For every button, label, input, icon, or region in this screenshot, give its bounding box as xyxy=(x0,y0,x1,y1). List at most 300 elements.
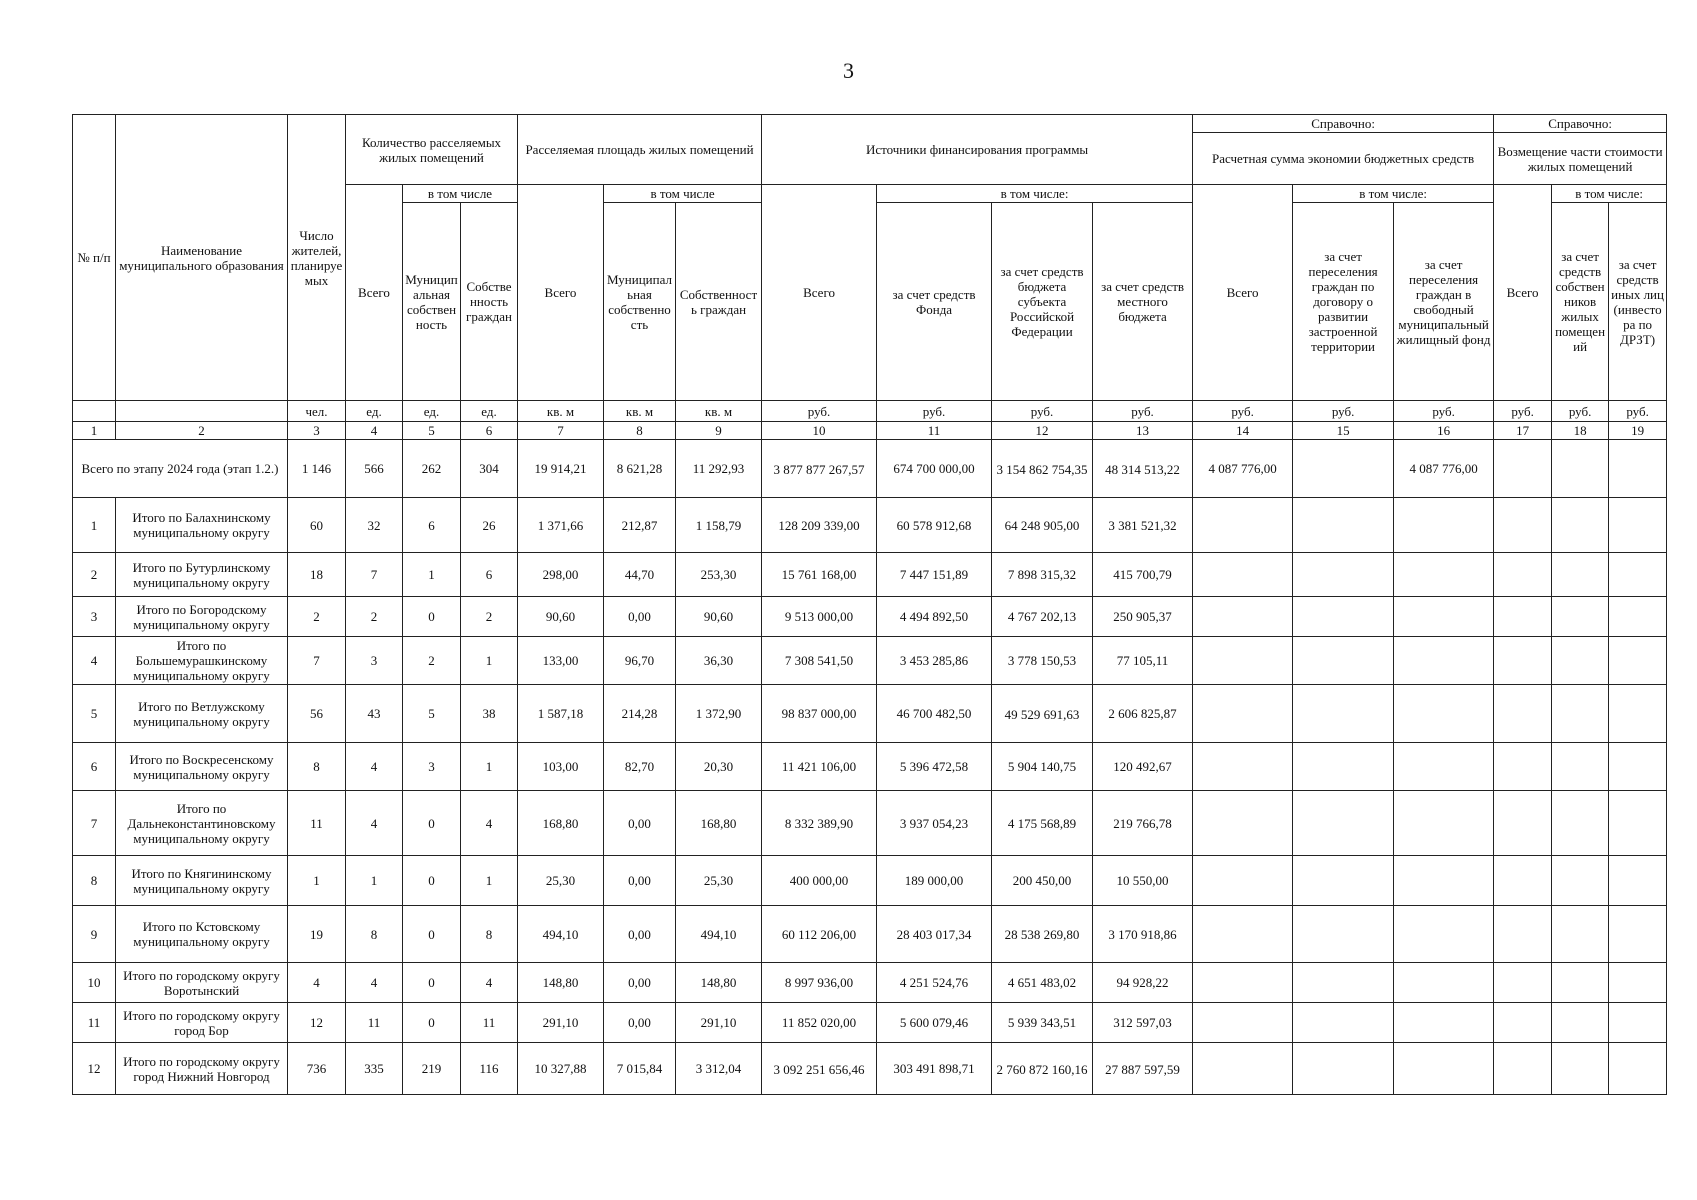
row-cell: 494,10 xyxy=(676,906,762,963)
row-cell: 214,28 xyxy=(604,685,676,743)
empty-cell xyxy=(1552,597,1609,637)
header-comp-total: Всего xyxy=(1494,185,1552,401)
row-num: 5 xyxy=(73,685,116,743)
header-resettle-dev: за счет переселения граждан по договору о развитии застроенной территории xyxy=(1293,203,1394,401)
row-cell: 291,10 xyxy=(676,1003,762,1043)
row-cell: 312 597,03 xyxy=(1093,1003,1193,1043)
row-cell: 15 761 168,00 xyxy=(762,553,877,597)
table-row xyxy=(73,1043,1667,1095)
empty-cell xyxy=(1193,963,1293,1003)
empty-cell xyxy=(1394,743,1494,791)
row-cell: 736 xyxy=(288,1043,346,1095)
empty-cell xyxy=(1394,791,1494,856)
resettlement-table xyxy=(72,114,1667,1095)
col-number: 14 xyxy=(1193,422,1293,440)
header-resettle-free: за счет переселения граждан в свободный муниципальный жилищный фонд xyxy=(1394,203,1494,401)
empty-cell xyxy=(1552,963,1609,1003)
empty-cell xyxy=(1609,906,1667,963)
row-cell: 1 158,79 xyxy=(676,498,762,553)
row-cell: 3 453 285,86 xyxy=(877,637,992,685)
row-cell: 8 xyxy=(288,743,346,791)
row-cell: 0 xyxy=(403,856,461,906)
row-cell: 219 xyxy=(403,1043,461,1095)
row-cell: 253,30 xyxy=(676,553,762,597)
row-cell: 200 450,00 xyxy=(992,856,1093,906)
total-cell xyxy=(1494,440,1552,498)
empty-cell xyxy=(1394,1043,1494,1095)
empty-cell xyxy=(1494,906,1552,963)
row-cell: 11 xyxy=(461,1003,518,1043)
row-cell: 303 491 898,71 xyxy=(877,1043,992,1095)
col-number: 6 xyxy=(461,422,518,440)
empty-cell xyxy=(1609,856,1667,906)
total-cell xyxy=(1609,440,1667,498)
row-cell: 8 332 389,90 xyxy=(762,791,877,856)
row-cell: 0 xyxy=(403,1003,461,1043)
row-cell: 2 760 872 160,16 xyxy=(992,1043,1093,1095)
empty-cell xyxy=(1609,553,1667,597)
empty-cell xyxy=(1552,906,1609,963)
row-cell: 0 xyxy=(403,963,461,1003)
row-cell: 3 312,04 xyxy=(676,1043,762,1095)
header-subject-budget: за счет средств бюджета субъекта Российской Федерации xyxy=(992,203,1093,401)
col-number: 5 xyxy=(403,422,461,440)
empty-cell xyxy=(1552,1043,1609,1095)
header-count-incl: в том числе xyxy=(403,185,518,203)
col-number: 13 xyxy=(1093,422,1193,440)
row-cell: 10 327,88 xyxy=(518,1043,604,1095)
header-ref-savings: Справочно: xyxy=(1193,115,1494,133)
row-cell: 212,87 xyxy=(604,498,676,553)
row-name: Итого по Воскресенскому муниципальному округу xyxy=(116,743,288,791)
row-cell: 3 xyxy=(403,743,461,791)
empty-cell xyxy=(1609,597,1667,637)
table-row xyxy=(73,743,1667,791)
row-cell: 28 538 269,80 xyxy=(992,906,1093,963)
row-cell: 7 xyxy=(346,553,403,597)
table-row xyxy=(73,685,1667,743)
empty-cell xyxy=(1552,553,1609,597)
total-cell: 304 xyxy=(461,440,518,498)
row-cell: 60 578 912,68 xyxy=(877,498,992,553)
row-cell: 2 xyxy=(288,597,346,637)
total-cell: 262 xyxy=(403,440,461,498)
empty-cell xyxy=(1394,856,1494,906)
row-name: Итого по Бутурлинскому муниципальному округу xyxy=(116,553,288,597)
row-num: 11 xyxy=(73,1003,116,1043)
row-num: 1 xyxy=(73,498,116,553)
row-name: Итого по городскому округу город Нижний Новгород xyxy=(116,1043,288,1095)
row-cell: 94 928,22 xyxy=(1093,963,1193,1003)
row-cell: 4 767 202,13 xyxy=(992,597,1093,637)
row-cell: 38 xyxy=(461,685,518,743)
row-cell: 56 xyxy=(288,685,346,743)
row-cell: 4 xyxy=(346,963,403,1003)
empty-cell xyxy=(1193,597,1293,637)
empty-cell xyxy=(1293,856,1394,906)
row-num: 7 xyxy=(73,791,116,856)
col-number: 19 xyxy=(1609,422,1667,440)
row-cell: 27 887 597,59 xyxy=(1093,1043,1193,1095)
col-number: 2 xyxy=(116,422,288,440)
unit-cell: кв. м xyxy=(518,401,604,422)
unit-cell: руб. xyxy=(1494,401,1552,422)
table-row xyxy=(73,1003,1667,1043)
row-cell: 1 xyxy=(461,743,518,791)
units-empty-2 xyxy=(116,401,288,422)
empty-cell xyxy=(1494,1043,1552,1095)
empty-cell xyxy=(1394,1003,1494,1043)
col-number: 16 xyxy=(1394,422,1494,440)
row-cell: 116 xyxy=(461,1043,518,1095)
header-savings-incl: в том числе: xyxy=(1293,185,1494,203)
row-cell: 4 xyxy=(346,743,403,791)
row-cell: 11 xyxy=(288,791,346,856)
total-cell: 8 621,28 xyxy=(604,440,676,498)
col-number: 1 xyxy=(73,422,116,440)
header-count-municipal: Муниципальная собственность xyxy=(403,203,461,401)
row-cell: 3 xyxy=(346,637,403,685)
row-cell: 133,00 xyxy=(518,637,604,685)
col-number: 12 xyxy=(992,422,1093,440)
row-cell: 7 015,84 xyxy=(604,1043,676,1095)
header-sources-group: Источники финансирования программы xyxy=(762,115,1193,185)
row-num: 4 xyxy=(73,637,116,685)
total-cell: 674 700 000,00 xyxy=(877,440,992,498)
empty-cell xyxy=(1609,498,1667,553)
empty-cell xyxy=(1552,856,1609,906)
row-cell: 3 937 054,23 xyxy=(877,791,992,856)
row-cell: 60 112 206,00 xyxy=(762,906,877,963)
empty-cell xyxy=(1609,685,1667,743)
units-empty-1 xyxy=(73,401,116,422)
table-row xyxy=(73,963,1667,1003)
row-cell: 298,00 xyxy=(518,553,604,597)
row-cell: 5 396 472,58 xyxy=(877,743,992,791)
row-cell: 189 000,00 xyxy=(877,856,992,906)
empty-cell xyxy=(1494,553,1552,597)
empty-cell xyxy=(1193,906,1293,963)
unit-cell: руб. xyxy=(1293,401,1394,422)
header-count-group: Количество расселяемых жилых помещений xyxy=(346,115,518,185)
row-cell: 4 xyxy=(288,963,346,1003)
row-cell: 0 xyxy=(403,906,461,963)
empty-cell xyxy=(1494,637,1552,685)
row-cell: 335 xyxy=(346,1043,403,1095)
empty-cell xyxy=(1552,791,1609,856)
row-cell: 1 xyxy=(461,856,518,906)
empty-cell xyxy=(1394,963,1494,1003)
row-cell: 44,70 xyxy=(604,553,676,597)
empty-cell xyxy=(1193,498,1293,553)
unit-cell: руб. xyxy=(1552,401,1609,422)
row-cell: 28 403 017,34 xyxy=(877,906,992,963)
row-cell: 19 xyxy=(288,906,346,963)
empty-cell xyxy=(1394,685,1494,743)
table-row xyxy=(73,906,1667,963)
empty-cell xyxy=(1552,1003,1609,1043)
row-name: Итого по Большемурашкинскому муниципальному округу xyxy=(116,637,288,685)
col-number: 8 xyxy=(604,422,676,440)
empty-cell xyxy=(1609,791,1667,856)
row-name: Итого по Богородскому муниципальному округу xyxy=(116,597,288,637)
empty-cell xyxy=(1394,906,1494,963)
row-cell: 3 092 251 656,46 xyxy=(762,1043,877,1095)
unit-cell: ед. xyxy=(346,401,403,422)
row-cell: 6 xyxy=(461,553,518,597)
empty-cell xyxy=(1552,685,1609,743)
row-cell: 9 513 000,00 xyxy=(762,597,877,637)
table-row xyxy=(73,498,1667,553)
empty-cell xyxy=(1293,597,1394,637)
col-number: 9 xyxy=(676,422,762,440)
empty-cell xyxy=(1609,963,1667,1003)
row-cell: 3 170 918,86 xyxy=(1093,906,1193,963)
header-others: за счет средств иных лиц (инвестора по ДРЗТ) xyxy=(1609,203,1667,401)
total-cell: 19 914,21 xyxy=(518,440,604,498)
unit-cell: ед. xyxy=(403,401,461,422)
row-cell: 120 492,67 xyxy=(1093,743,1193,791)
row-cell: 4 175 568,89 xyxy=(992,791,1093,856)
header-fund: за счет средств Фонда xyxy=(877,203,992,401)
empty-cell xyxy=(1552,637,1609,685)
empty-cell xyxy=(1193,685,1293,743)
row-num: 2 xyxy=(73,553,116,597)
col-number: 18 xyxy=(1552,422,1609,440)
header-savings-total: Всего xyxy=(1193,185,1293,401)
row-cell: 3 381 521,32 xyxy=(1093,498,1193,553)
header-savings-group: Расчетная сумма экономии бюджетных средств xyxy=(1193,133,1494,185)
row-cell: 32 xyxy=(346,498,403,553)
row-cell: 36,30 xyxy=(676,637,762,685)
row-name: Итого по Кстовскому муниципальному округу xyxy=(116,906,288,963)
header-name: Наименование муниципального образования xyxy=(116,115,288,401)
row-cell: 0 xyxy=(403,597,461,637)
row-cell: 11 421 106,00 xyxy=(762,743,877,791)
empty-cell xyxy=(1552,498,1609,553)
row-cell: 0,00 xyxy=(604,791,676,856)
row-num: 6 xyxy=(73,743,116,791)
empty-cell xyxy=(1394,597,1494,637)
header-local-budget: за счет средств местного бюджета xyxy=(1093,203,1193,401)
row-cell: 1 xyxy=(288,856,346,906)
row-cell: 291,10 xyxy=(518,1003,604,1043)
row-cell: 25,30 xyxy=(676,856,762,906)
col-number: 17 xyxy=(1494,422,1552,440)
total-cell: 3 877 877 267,57 xyxy=(762,440,877,498)
table-row xyxy=(73,597,1667,637)
row-cell: 64 248 905,00 xyxy=(992,498,1093,553)
row-num: 3 xyxy=(73,597,116,637)
empty-cell xyxy=(1193,856,1293,906)
header-owners: за счет средств собственников жилых помещений xyxy=(1552,203,1609,401)
row-cell: 0,00 xyxy=(604,1003,676,1043)
unit-cell: ед. xyxy=(461,401,518,422)
col-number: 3 xyxy=(288,422,346,440)
row-cell: 250 905,37 xyxy=(1093,597,1193,637)
header-sources-incl: в том числе: xyxy=(877,185,1193,203)
row-cell: 128 209 339,00 xyxy=(762,498,877,553)
empty-cell xyxy=(1394,498,1494,553)
row-cell: 3 778 150,53 xyxy=(992,637,1093,685)
row-cell: 4 251 524,76 xyxy=(877,963,992,1003)
row-cell: 6 xyxy=(403,498,461,553)
row-cell: 26 xyxy=(461,498,518,553)
empty-cell xyxy=(1293,791,1394,856)
header-count-citizens: Собственность граждан xyxy=(461,203,518,401)
col-number: 15 xyxy=(1293,422,1394,440)
row-cell: 400 000,00 xyxy=(762,856,877,906)
empty-cell xyxy=(1494,1003,1552,1043)
row-cell: 10 550,00 xyxy=(1093,856,1193,906)
empty-cell xyxy=(1293,685,1394,743)
header-area-municipal: Муниципальная собственность xyxy=(604,203,676,401)
row-cell: 1 xyxy=(403,553,461,597)
row-cell: 60 xyxy=(288,498,346,553)
row-cell: 5 600 079,46 xyxy=(877,1003,992,1043)
row-cell: 148,80 xyxy=(676,963,762,1003)
row-name: Итого по Ветлужскому муниципальному округу xyxy=(116,685,288,743)
total-cell: 11 292,93 xyxy=(676,440,762,498)
empty-cell xyxy=(1394,637,1494,685)
total-residents: 1 146 xyxy=(288,440,346,498)
total-cell: 3 154 862 754,35 xyxy=(992,440,1093,498)
row-cell: 4 xyxy=(461,791,518,856)
empty-cell xyxy=(1293,637,1394,685)
empty-cell xyxy=(1293,963,1394,1003)
row-cell: 2 xyxy=(461,597,518,637)
empty-cell xyxy=(1193,743,1293,791)
empty-cell xyxy=(1494,743,1552,791)
row-name: Итого по Балахнинскому муниципальному округу xyxy=(116,498,288,553)
empty-cell xyxy=(1494,791,1552,856)
row-cell: 7 xyxy=(288,637,346,685)
row-cell: 7 447 151,89 xyxy=(877,553,992,597)
unit-cell: руб. xyxy=(1093,401,1193,422)
row-cell: 77 105,11 xyxy=(1093,637,1193,685)
row-cell: 2 xyxy=(403,637,461,685)
empty-cell xyxy=(1494,856,1552,906)
row-name: Итого по Дальнеконстантиновскому муниципальному округу xyxy=(116,791,288,856)
row-name: Итого по городскому округу город Бор xyxy=(116,1003,288,1043)
header-sources-total: Всего xyxy=(762,185,877,401)
header-area-citizens: Собственность граждан xyxy=(676,203,762,401)
row-cell: 1 372,90 xyxy=(676,685,762,743)
row-cell: 1 587,18 xyxy=(518,685,604,743)
row-cell: 11 852 020,00 xyxy=(762,1003,877,1043)
unit-cell: руб. xyxy=(1193,401,1293,422)
row-cell: 46 700 482,50 xyxy=(877,685,992,743)
row-cell: 98 837 000,00 xyxy=(762,685,877,743)
total-cell: 4 087 776,00 xyxy=(1394,440,1494,498)
empty-cell xyxy=(1293,498,1394,553)
header-ref-compensation: Справочно: xyxy=(1494,115,1667,133)
unit-cell: руб. xyxy=(877,401,992,422)
row-cell: 1 371,66 xyxy=(518,498,604,553)
col-number: 10 xyxy=(762,422,877,440)
unit-cell: кв. м xyxy=(676,401,762,422)
unit-cell: чел. xyxy=(288,401,346,422)
header-num: № п/п xyxy=(73,115,116,401)
empty-cell xyxy=(1293,553,1394,597)
empty-cell xyxy=(1193,1043,1293,1095)
row-cell: 0,00 xyxy=(604,597,676,637)
table-row xyxy=(73,553,1667,597)
table-row xyxy=(73,637,1667,685)
row-cell: 219 766,78 xyxy=(1093,791,1193,856)
row-num: 10 xyxy=(73,963,116,1003)
row-cell: 11 xyxy=(346,1003,403,1043)
row-name: Итого по Княгининскому муниципальному округу xyxy=(116,856,288,906)
row-cell: 18 xyxy=(288,553,346,597)
empty-cell xyxy=(1494,963,1552,1003)
empty-cell xyxy=(1394,553,1494,597)
row-cell: 5 939 343,51 xyxy=(992,1003,1093,1043)
row-cell: 1 xyxy=(346,856,403,906)
row-cell: 90,60 xyxy=(676,597,762,637)
total-cell: 48 314 513,22 xyxy=(1093,440,1193,498)
row-cell: 103,00 xyxy=(518,743,604,791)
row-cell: 90,60 xyxy=(518,597,604,637)
row-cell: 168,80 xyxy=(518,791,604,856)
empty-cell xyxy=(1193,637,1293,685)
row-cell: 7 308 541,50 xyxy=(762,637,877,685)
header-area-incl: в том числе xyxy=(604,185,762,203)
row-cell: 4 494 892,50 xyxy=(877,597,992,637)
total-cell xyxy=(1293,440,1394,498)
row-num: 12 xyxy=(73,1043,116,1095)
row-cell: 82,70 xyxy=(604,743,676,791)
empty-cell xyxy=(1193,791,1293,856)
row-cell: 1 xyxy=(461,637,518,685)
row-cell: 0 xyxy=(403,791,461,856)
empty-cell xyxy=(1609,637,1667,685)
unit-cell: кв. м xyxy=(604,401,676,422)
page-number: 3 xyxy=(843,58,854,83)
empty-cell xyxy=(1494,498,1552,553)
empty-cell xyxy=(1293,906,1394,963)
row-cell: 8 xyxy=(346,906,403,963)
empty-cell xyxy=(1609,743,1667,791)
row-name: Итого по городскому округу Воротынский xyxy=(116,963,288,1003)
row-cell: 168,80 xyxy=(676,791,762,856)
empty-cell xyxy=(1293,1043,1394,1095)
total-cell: 566 xyxy=(346,440,403,498)
total-label: Всего по этапу 2024 года (этап 1.2.) xyxy=(73,440,288,498)
row-cell: 49 529 691,63 xyxy=(992,685,1093,743)
row-cell: 5 904 140,75 xyxy=(992,743,1093,791)
unit-cell: руб. xyxy=(762,401,877,422)
empty-cell xyxy=(1193,1003,1293,1043)
table-row xyxy=(73,856,1667,906)
header-count-total: Всего xyxy=(346,185,403,401)
empty-cell xyxy=(1552,743,1609,791)
row-num: 8 xyxy=(73,856,116,906)
row-cell: 494,10 xyxy=(518,906,604,963)
header-area-total: Всего xyxy=(518,185,604,401)
col-number: 7 xyxy=(518,422,604,440)
header-residents: Число жителей, планируемых xyxy=(288,115,346,401)
empty-cell xyxy=(1293,1003,1394,1043)
unit-cell: руб. xyxy=(992,401,1093,422)
empty-cell xyxy=(1193,553,1293,597)
table-row xyxy=(73,791,1667,856)
empty-cell xyxy=(1609,1003,1667,1043)
empty-cell xyxy=(1609,1043,1667,1095)
row-cell: 0,00 xyxy=(604,906,676,963)
row-cell: 0,00 xyxy=(604,856,676,906)
header-compensation-group: Возмещение части стоимости жилых помещений xyxy=(1494,133,1667,185)
